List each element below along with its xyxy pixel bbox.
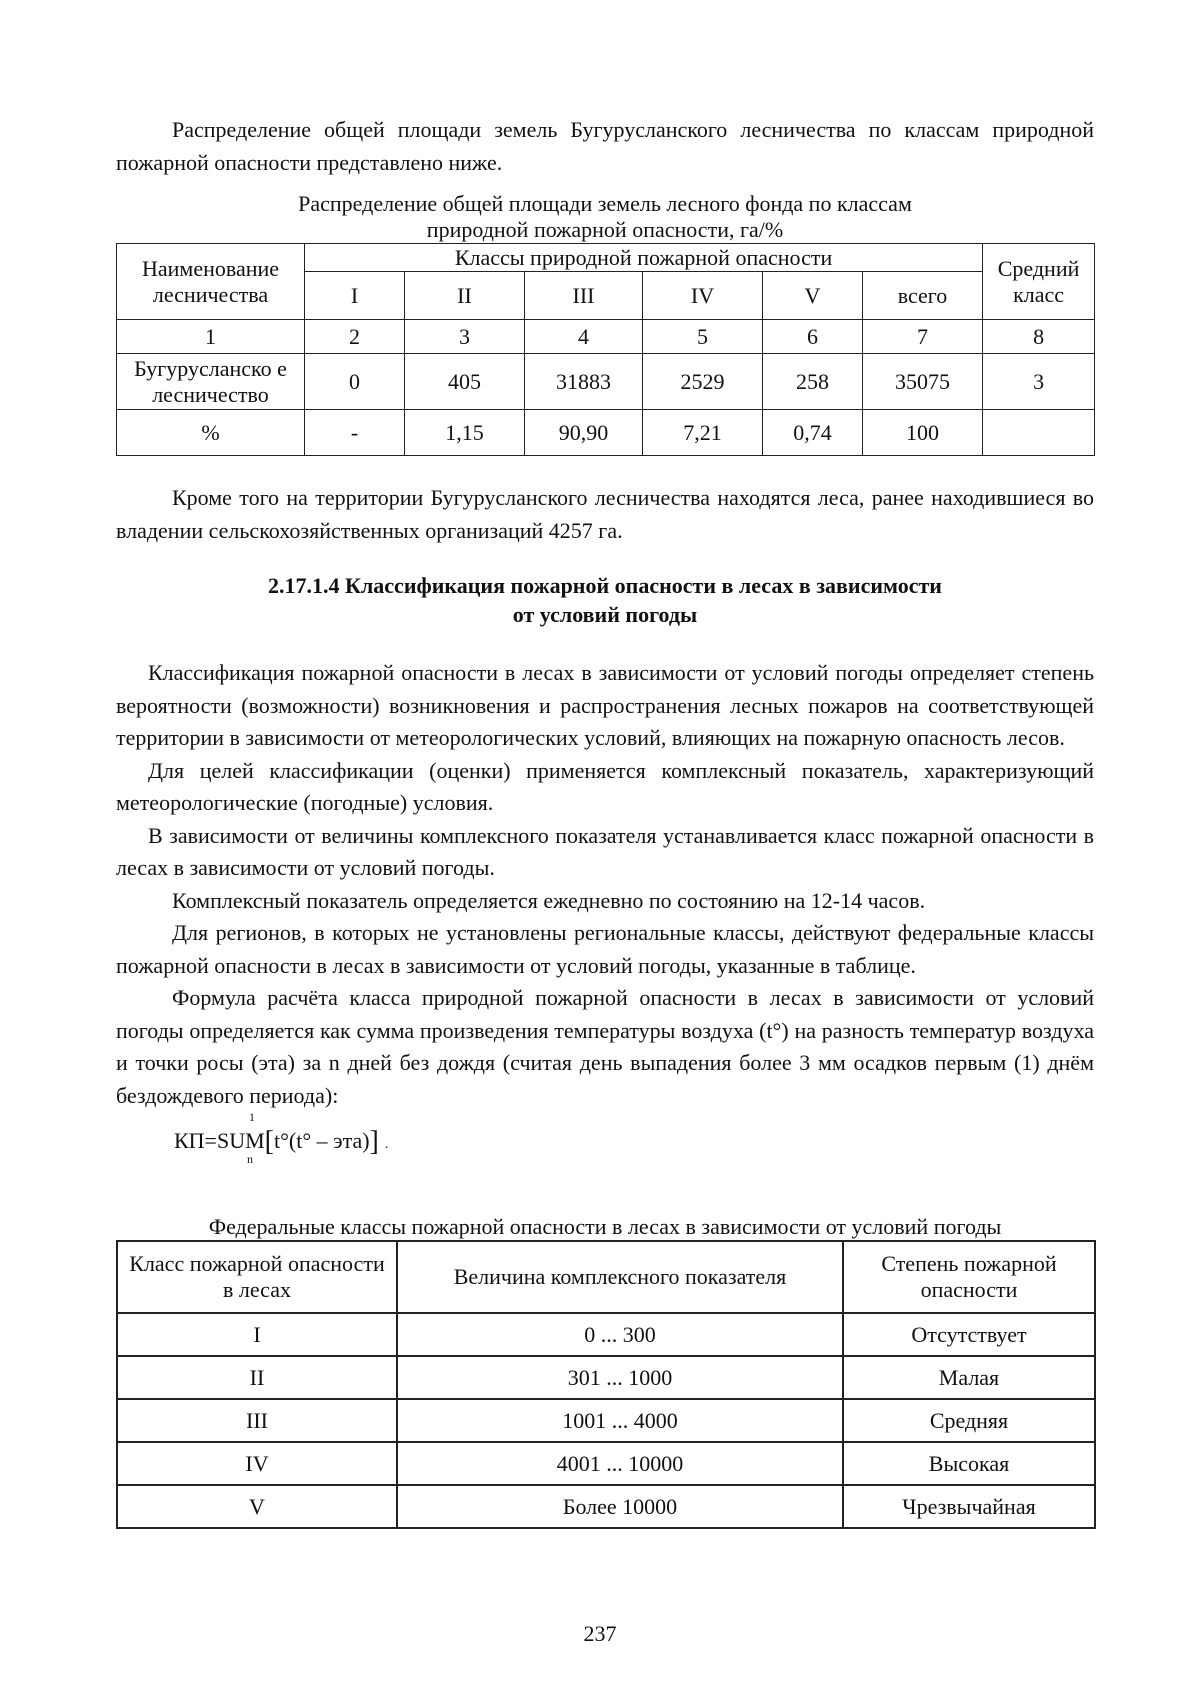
header-danger-degree: Степень пожарной опасности — [843, 1241, 1095, 1313]
page-content — [116, 114, 1094, 1529]
table-cell: IV — [117, 1442, 397, 1485]
table-cell — [983, 410, 1095, 456]
col-number: 7 — [863, 320, 983, 354]
formula-upper-limit: 1 — [249, 1110, 255, 1124]
fire-class-distribution-table — [116, 243, 1095, 456]
section-heading-line2: от условий погоды — [512, 602, 698, 627]
table-cell: 31883 — [525, 354, 643, 410]
header-class-col: всего — [863, 272, 983, 320]
header-fire-classes: Классы природной пожарной опасности — [305, 244, 983, 272]
col-number: 6 — [763, 320, 863, 354]
table-cell: 35075 — [863, 354, 983, 410]
agricultural-forests-paragraph: Кроме того на территории Бугурусланского лесничества находятся леса, ранее находившиеся во владении сельскохозяйственных организаций 4257 га. — [116, 485, 1094, 543]
table-cell: 90,90 — [525, 410, 643, 456]
table-cell: Чрезвычайная — [843, 1485, 1095, 1528]
table-cell: 0 — [305, 354, 405, 410]
table-cell: 100 — [863, 410, 983, 456]
fire-index-formula: 1 КП=SUM[t°(t° – эта)] . n — [174, 1110, 389, 1166]
table-cell: Бугурусланско е лесничество — [117, 354, 305, 410]
table-cell: 301 ... 1000 — [397, 1356, 843, 1399]
formula-lhs: КП=SUM — [174, 1128, 265, 1153]
table-cell: 2529 — [643, 354, 763, 410]
col-number: 2 — [305, 320, 405, 354]
table-row — [117, 1313, 1095, 1356]
table-row — [117, 320, 1095, 354]
header-class-col: I — [305, 272, 405, 320]
body-paragraph: Формула расчёта класса природной пожарной опасности в лесах в зависимости от условий погоды определяется как сумма произведения температуры воздуха (t°) на разность температур воздуха и точки росы (эта) за n дней без дождя (считая день выпадения более 3 мм осадков первым (1) днём бездождевого периода): — [116, 985, 1094, 1108]
table-row — [117, 354, 1095, 410]
body-paragraph: В зависимости от величины комплексного показателя устанавливается класс пожарной опасности в лесах в зависимости от условий погоды. — [116, 822, 1094, 880]
table-cell: Отсутствует — [843, 1313, 1095, 1356]
col-number: 4 — [525, 320, 643, 354]
col-number: 1 — [117, 320, 305, 354]
table-row — [117, 410, 1095, 456]
header-class-col: V — [763, 272, 863, 320]
body-paragraph: Для регионов, в которых не установлены региональные классы, действуют федеральные классы пожарной опасности в лесах в зависимости от условий погоды, указанные в таблице. — [116, 920, 1094, 978]
table-cell: II — [117, 1356, 397, 1399]
header-index-value: Величина комплексного показателя — [397, 1241, 843, 1313]
table-row — [117, 1442, 1095, 1485]
table1-caption-line2: природной пожарной опасности, га/% — [426, 217, 784, 242]
table-cell: 0 ... 300 — [397, 1313, 843, 1356]
table-row — [117, 1485, 1095, 1528]
federal-fire-classes-table — [116, 1240, 1096, 1529]
table-cell: % — [117, 410, 305, 456]
body-paragraph: Классификация пожарной опасности в лесах в зависимости от условий погоды определяет степень вероятности (возможности) возникновения и распространения лесных пожаров на соответствующей территории в зависимости от метеорологических условий, влияющих на пожарную опасность лесов. — [116, 660, 1094, 750]
section-heading-line1: 2.17.1.4 Классификация пожарной опасности в лесах в зависимости — [268, 573, 942, 598]
table-cell: - — [305, 410, 405, 456]
table-cell: Более 10000 — [397, 1485, 843, 1528]
header-average-class: Средний класс — [983, 244, 1095, 320]
header-class-col: III — [525, 272, 643, 320]
table-cell: Малая — [843, 1356, 1095, 1399]
table2-caption: Федеральные классы пожарной опасности в лесах в зависимости от условий погоды — [208, 1214, 1002, 1239]
table-cell: III — [117, 1399, 397, 1442]
table-cell: Высокая — [843, 1442, 1095, 1485]
table-cell: 1001 ... 4000 — [397, 1399, 843, 1442]
table1-caption-line1: Распределение общей площади земель лесного фонда по классам — [298, 191, 912, 216]
table-cell: Средняя — [843, 1399, 1095, 1442]
table-cell: V — [117, 1485, 397, 1528]
col-number: 3 — [405, 320, 525, 354]
table-cell: 405 — [405, 354, 525, 410]
intro-paragraph: Распределение общей площади земель Бугурусланского лесничества по классам природной пожарной опасности представлено ниже. — [116, 117, 1094, 175]
table-row — [117, 1399, 1095, 1442]
table-cell: 4001 ... 10000 — [397, 1442, 843, 1485]
table-cell: 1,15 — [405, 410, 525, 456]
table-row — [117, 1356, 1095, 1399]
table-cell: I — [117, 1313, 397, 1356]
header-class-col: IV — [643, 272, 763, 320]
body-paragraph: Для целей классификации (оценки) применяется комплексный показатель, характеризующий метеорологические (погодные) условия. — [116, 757, 1094, 815]
table-cell: 7,21 — [643, 410, 763, 456]
col-number: 8 — [983, 320, 1095, 354]
table-cell: 258 — [763, 354, 863, 410]
header-forestry-name: Наименование лесничества — [117, 244, 305, 320]
formula-body: t°(t° – эта) — [273, 1128, 370, 1153]
table-cell: 0,74 — [763, 410, 863, 456]
formula-lower-limit: n — [247, 1152, 253, 1166]
col-number: 5 — [643, 320, 763, 354]
header-class-col: II — [405, 272, 525, 320]
table-cell: 3 — [983, 354, 1095, 410]
body-paragraph: Комплексный показатель определяется ежедневно по состоянию на 12-14 часов. — [172, 887, 926, 913]
formula-trail: . — [384, 1137, 389, 1152]
page-number: 237 — [583, 1621, 617, 1646]
header-fire-class: Класс пожарной опасности в лесах — [117, 1241, 397, 1313]
